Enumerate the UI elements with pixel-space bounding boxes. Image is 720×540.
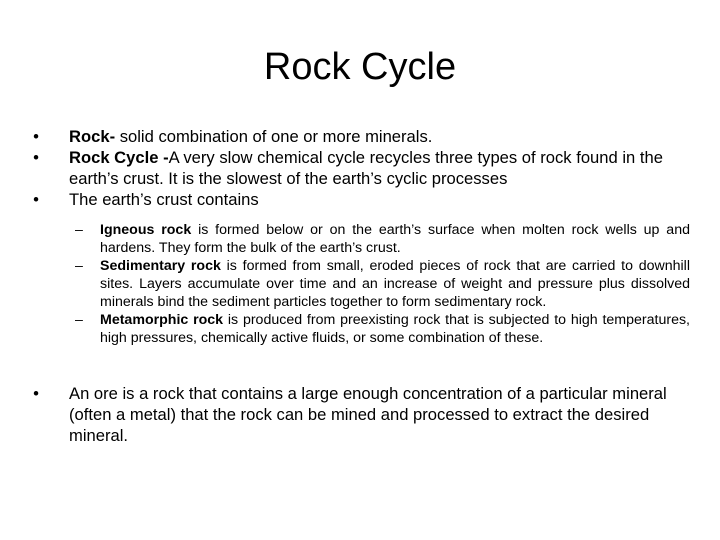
bullet-marker: • <box>33 384 39 403</box>
term-metamorphic: Metamorphic rock <box>100 312 224 328</box>
bullet-rock <box>26 126 690 147</box>
dash-marker: – <box>75 222 83 238</box>
dash-marker: – <box>75 312 83 328</box>
term-igneous: Igneous rock <box>100 222 192 238</box>
definition-metamorphic: is produced from preexisting rock that is subjected to high temperatures, high pressures, chemically active fluids, or some combination of these. <box>100 312 690 346</box>
bullet-rock-cycle <box>26 147 690 189</box>
bullet-marker: • <box>33 127 39 146</box>
definition-rock: solid combination of one or more minerals. <box>115 127 433 146</box>
definition-rock-cycle: A very slow chemical cycle recycles three types of rock found in the earth’s crust. It is the slowest of the earth’s cyclic processes <box>69 148 663 188</box>
sub-bullet-metamorphic <box>69 311 690 347</box>
term-rock: Rock- <box>69 127 116 146</box>
rock-types-list <box>26 221 690 347</box>
bullet-marker: • <box>33 148 39 167</box>
term-sedimentary: Sedimentary rock <box>100 258 221 274</box>
bullet-ore <box>26 383 690 446</box>
sub-bullet-sedimentary <box>69 257 690 311</box>
earth-crust-text: The earth’s crust contains <box>69 190 259 209</box>
ore-text: An ore is a rock that contains a large enough concentration of a particular mineral (often a metal) that the rock can be mined and processed to extract the desired mineral. <box>69 384 667 445</box>
definition-igneous: is formed below or on the earth’s surface when molten rock wells up and hardens. They form the bulk of the earth’s crust. <box>100 222 690 256</box>
definition-sedimentary: is formed from small, eroded pieces of rock that are carried to downhill sites. Layers accumulate over time and an increase of weight and pressure plus dissolved minerals bind the sediment particles together to form sedimentary rock. <box>100 258 690 310</box>
term-rock-cycle: Rock Cycle - <box>69 148 169 167</box>
bullet-marker: • <box>33 190 39 209</box>
dash-marker: – <box>75 258 83 274</box>
bullet-list <box>26 126 690 446</box>
bullet-earth-crust <box>26 189 690 210</box>
sub-bullet-igneous <box>69 221 690 257</box>
slide-title: Rock Cycle <box>263 46 457 88</box>
spacer <box>26 347 690 383</box>
